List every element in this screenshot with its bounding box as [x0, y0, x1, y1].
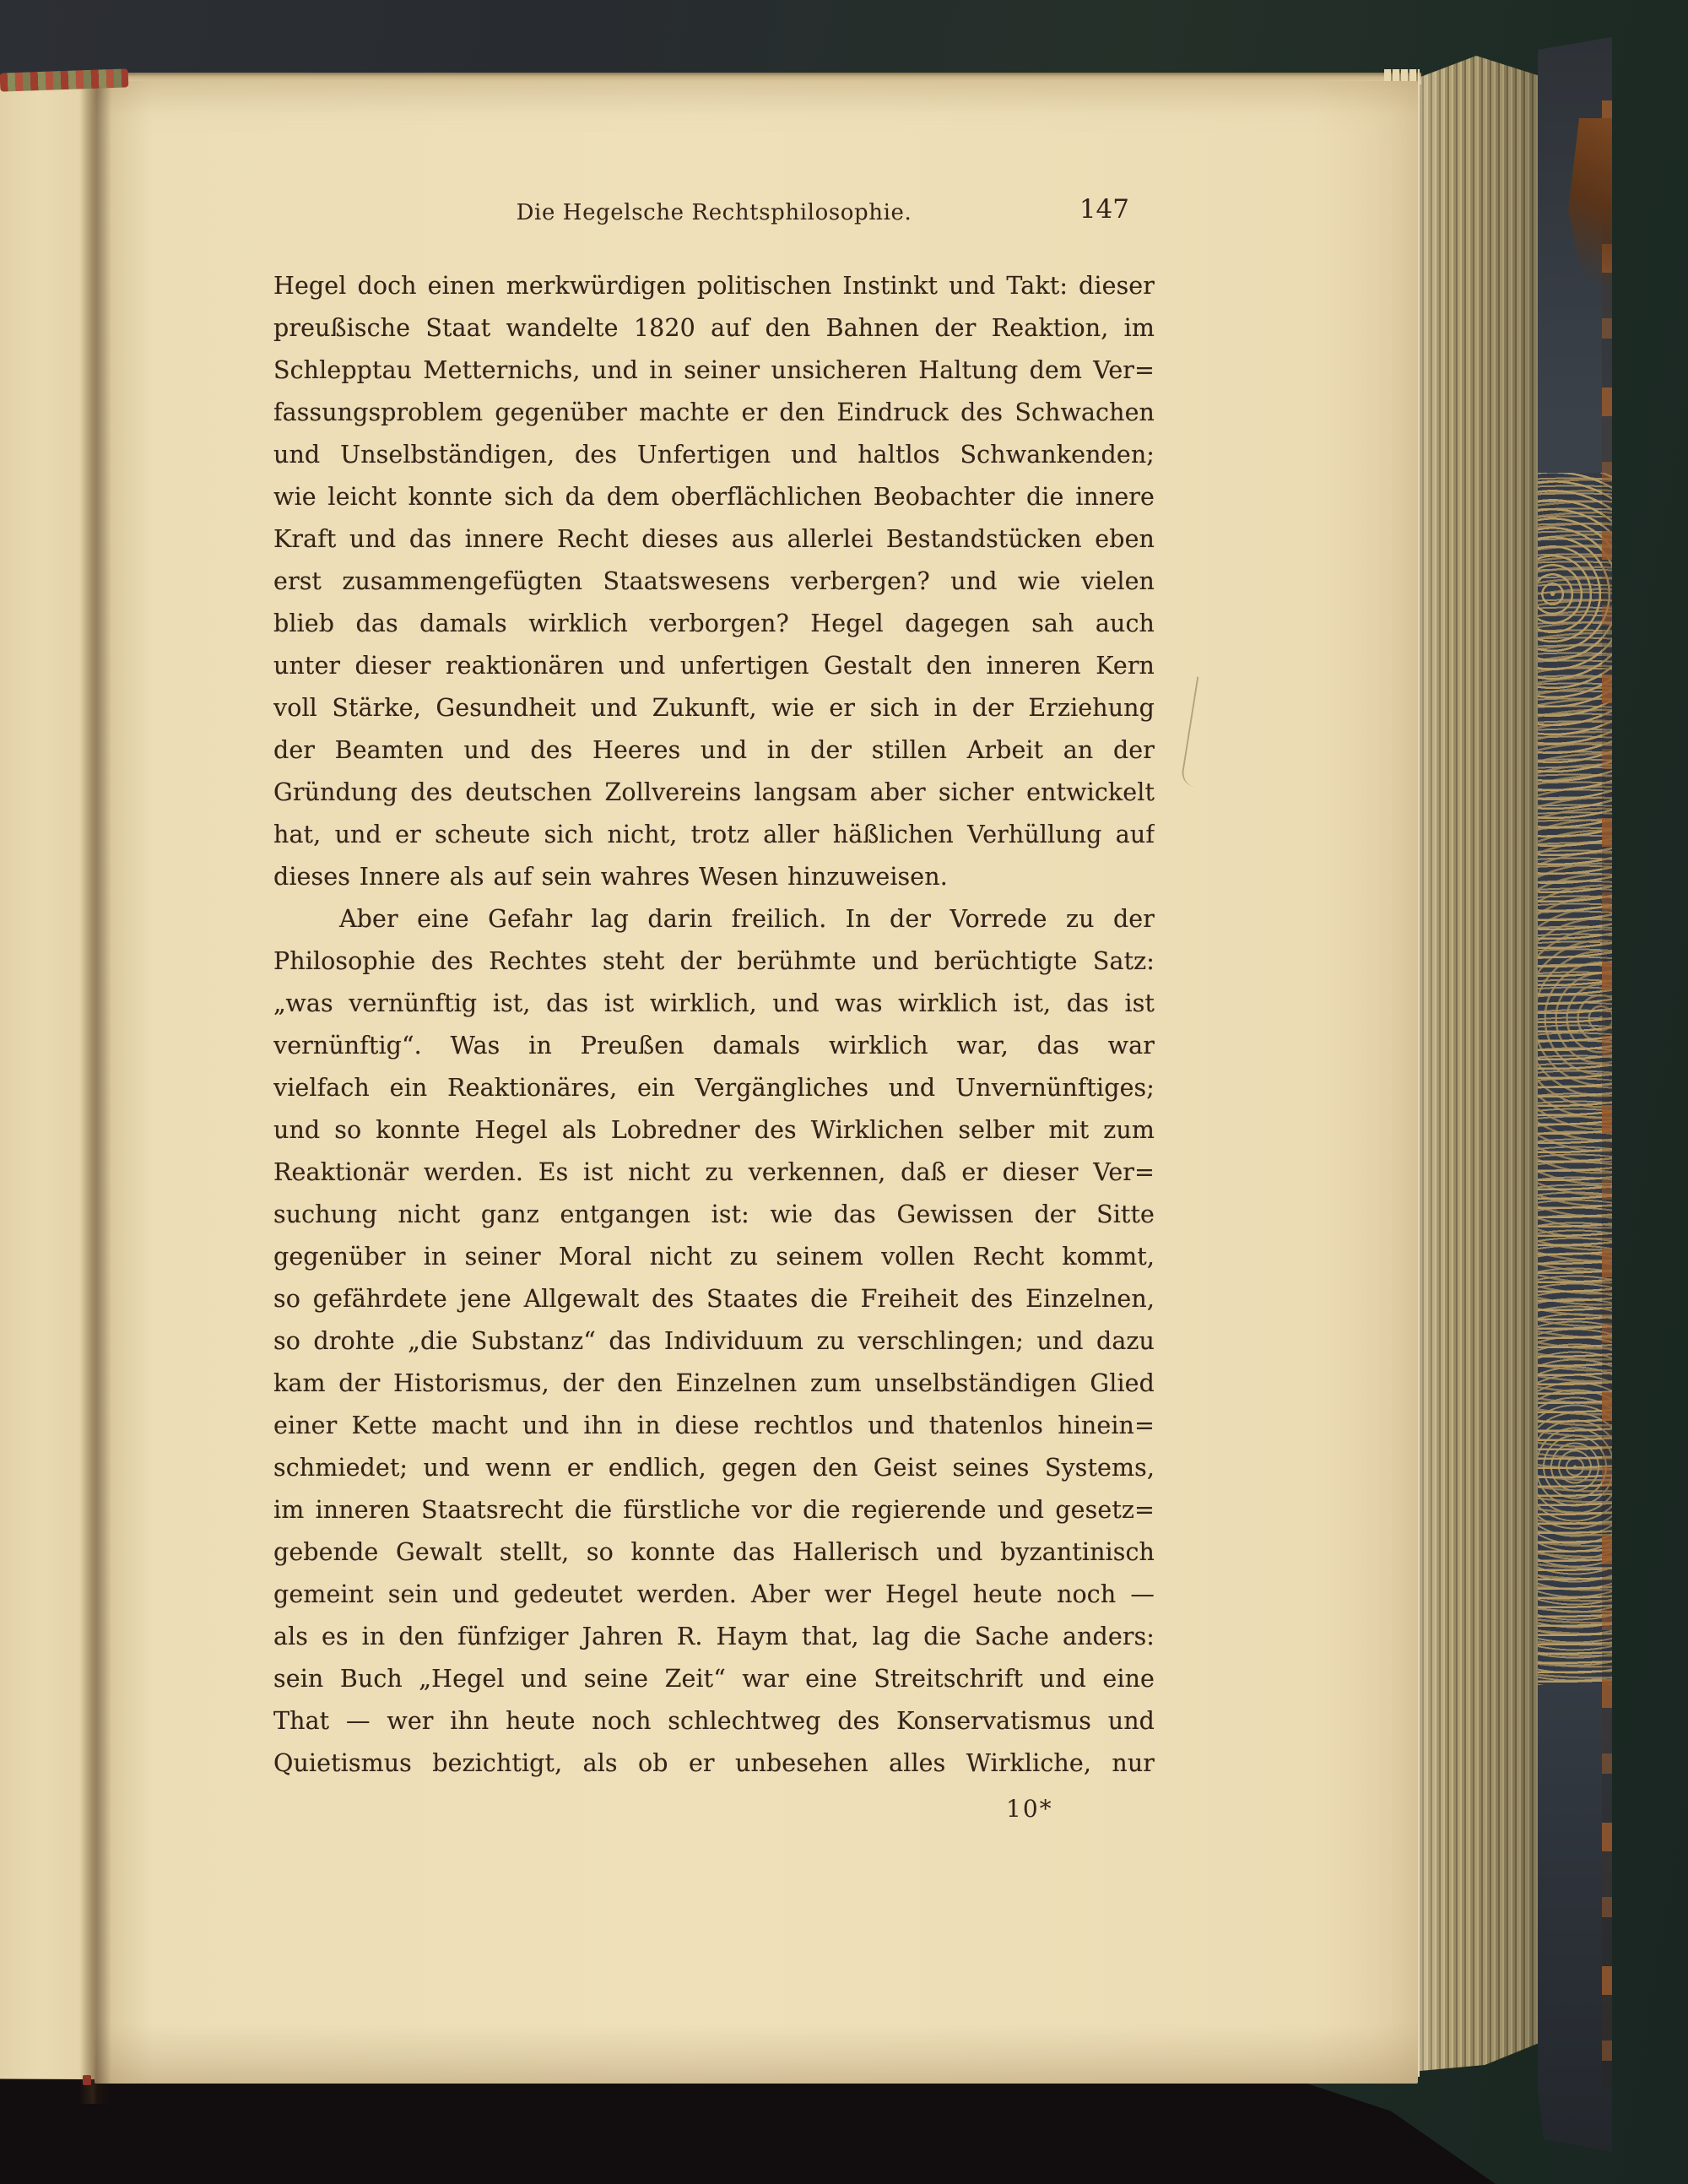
text-line: so gefährdete jene Allgewalt des Staates die Freiheit des Einzelnen, [273, 1285, 1155, 1313]
marbled-cover-pattern [1538, 473, 1612, 1685]
text-line: Schlepptau Metternichs, und in seiner unsicheren Haltung dem Ver= [273, 356, 1155, 384]
text-line: im inneren Staatsrecht die fürstliche vor die regierende und gesetz= [273, 1496, 1155, 1524]
text-line: vielfach ein Reaktionäres, ein Vergängliches und Unvernünftiges; [273, 1074, 1155, 1102]
text-line: Kraft und das innere Recht dieses aus allerlei Bestandstücken eben [273, 525, 1155, 553]
text-line: gemeint sein und gedeutet werden. Aber wer Hegel heute noch — [273, 1580, 1155, 1608]
text-line: als es in den fünfziger Jahren R. Haym that, lag die Sache anders: [273, 1623, 1155, 1650]
signature-mark: 10* [1006, 1795, 1053, 1823]
text-line: voll Stärke, Gesundheit und Zukunft, wie er sich in der Erziehung [273, 694, 1155, 722]
text-line: Philosophie des Rechtes steht der berühmte und berüchtigte Satz: [273, 947, 1155, 975]
text-line: sein Buch „Hegel und seine Zeit“ war eine Streitschrift und eine [273, 1665, 1155, 1693]
text-line: so drohte „die Substanz“ das Individuum zu verschlingen; und dazu [273, 1327, 1155, 1355]
text-line: einer Kette macht und ihn in diese rechtlos und thatenlos hinein= [273, 1412, 1155, 1439]
page-number: 147 [1079, 194, 1129, 225]
text-line: vernünftig“. Was in Preußen damals wirklich war, das war [273, 1032, 1155, 1059]
text-line: gegenüber in seiner Moral nicht zu seinem vollen Recht kommt, [273, 1243, 1155, 1271]
text-line: Gründung des deutschen Zollvereins langsam aber sicher entwickelt [273, 778, 1155, 806]
text-line: wie leicht konnte sich da dem oberflächlichen Beobachter die innere [273, 483, 1155, 511]
text-line: „was vernünftig ist, das ist wirklich, und was wirklich ist, das ist [273, 989, 1155, 1017]
book-page [95, 81, 1418, 2084]
text-line: und so konnte Hegel als Lobredner des Wirklichen selber mit zum [273, 1116, 1155, 1144]
book-bottom-shadow [0, 2077, 1496, 2184]
text-line: dieses Innere als auf sein wahres Wesen hinzuweisen. [273, 863, 948, 891]
text-line: und Unselbständigen, des Unfertigen und haltlos Schwankenden; [273, 441, 1155, 469]
text-line: Quietismus bezichtigt, als ob er unbesehen alles Wirkliche, nur [273, 1749, 1155, 1777]
headband-tail [83, 2075, 91, 2085]
cover-worn-edge [1602, 100, 1612, 2089]
text-line: hat, und er scheute sich nicht, trotz aller häßlichen Verhüllung auf [273, 821, 1155, 848]
text-line: Aber eine Gefahr lag darin freilich. In der Vorrede zu der [339, 905, 1155, 933]
text-line: gebende Gewalt stellt, so konnte das Hallerisch und byzantinisch [273, 1538, 1155, 1566]
text-line: blieb das damals wirklich verborgen? Hegel dagegen sah auch [273, 610, 1155, 637]
text-line: Hegel doch einen merkwürdigen politischen Instinkt und Takt: dieser [273, 272, 1155, 300]
text-line: kam der Historismus, der den Einzelnen zum unselbständigen Glied [273, 1369, 1155, 1397]
gutter-crease [79, 78, 111, 2104]
text-line: suchung nicht ganz entgangen ist: wie das Gewissen der Sitte [273, 1200, 1155, 1228]
cover-worn-corner [1568, 118, 1612, 304]
text-line: fassungsproblem gegenüber machte er den Eindruck des Schwachen [273, 398, 1155, 426]
text-body [273, 265, 1155, 1785]
text-line: That — wer ihn heute noch schlechtweg des Konservatismus und [273, 1707, 1155, 1735]
text-line: preußische Staat wandelte 1820 auf den Bahnen der Reaktion, im [273, 314, 1155, 342]
text-line: erst zusammengefügten Staatswesens verbergen? und wie vielen [273, 567, 1155, 595]
text-line: unter dieser reaktionären und unfertigen Gestalt den inneren Kern [273, 652, 1155, 680]
running-header [273, 196, 1155, 233]
book-cover-edge [1538, 37, 1612, 2152]
text-line: Reaktionär werden. Es ist nicht zu verkennen, daß er dieser Ver= [273, 1158, 1155, 1186]
fore-edge-pages [1418, 56, 1539, 2075]
scratch-mark [1180, 676, 1212, 787]
text-line: schmiedet; und wenn er endlich, gegen den Geist seines Systems, [273, 1454, 1155, 1482]
text-line: der Beamten und des Heeres und in der stillen Arbeit an der [273, 736, 1155, 764]
running-header-title: Die Hegelsche Rechtsphilosophie. [516, 200, 912, 225]
